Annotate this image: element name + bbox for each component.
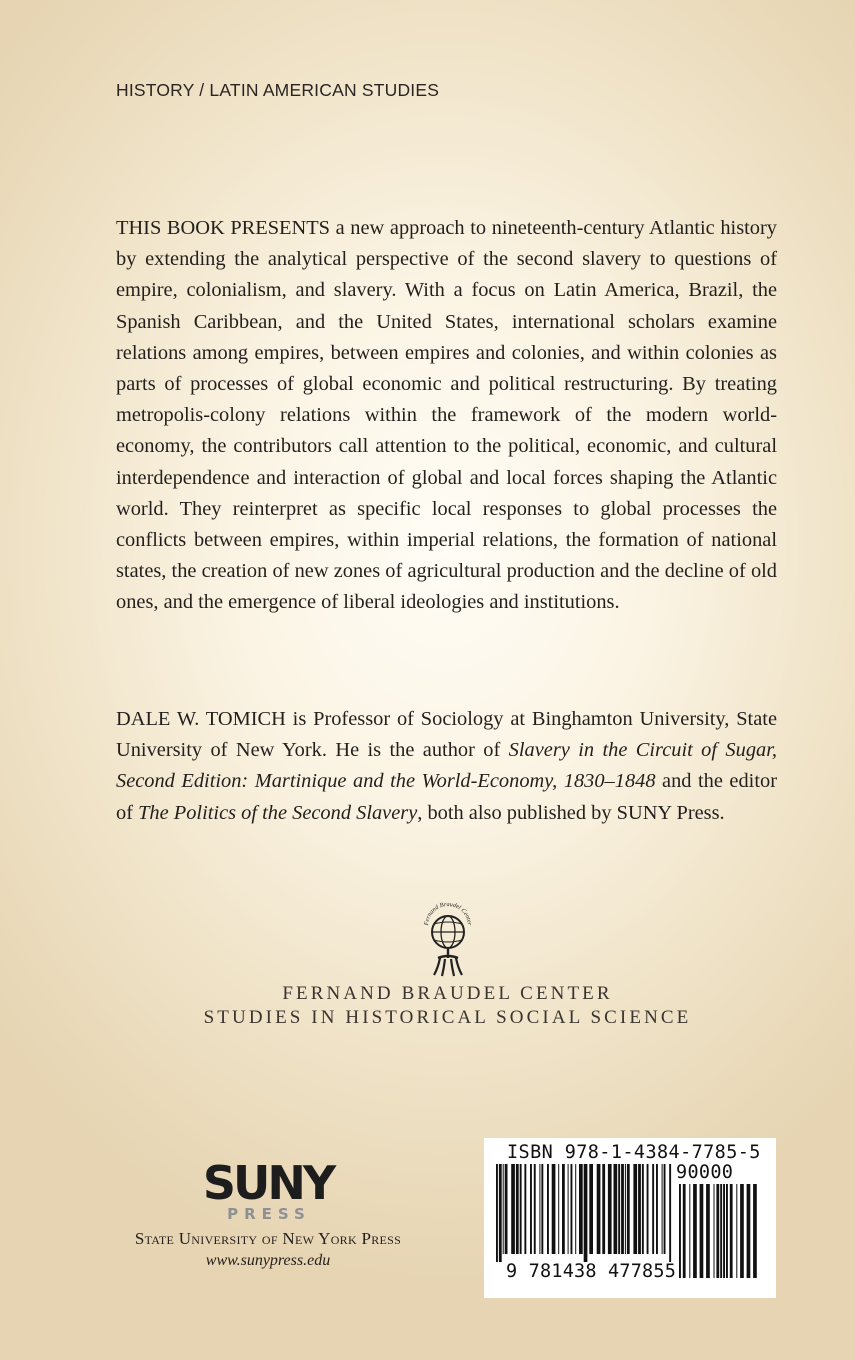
barcode-bar: [547, 1164, 549, 1254]
barcode-bar: [496, 1164, 498, 1262]
barcode-bar: [662, 1164, 663, 1254]
barcode-bar: [706, 1184, 710, 1278]
barcode-bar: [530, 1164, 532, 1254]
barcode-bar: [740, 1184, 744, 1278]
barcode-bar: [700, 1184, 704, 1278]
barcode-bar: [679, 1184, 681, 1278]
barcode-bar: [621, 1164, 624, 1254]
barcode-bar: [669, 1164, 671, 1262]
barcode-bar: [736, 1184, 737, 1278]
author-bio: [116, 704, 777, 829]
barcode-bar: [505, 1164, 508, 1254]
bio-book-title-1: Slavery in the Circuit of Sugar, Second Edition: Martinique and the World-Economy, 1830–1848: [116, 739, 777, 793]
barcode-bar: [614, 1164, 618, 1254]
barcode-bar: [753, 1184, 757, 1278]
barcode-bar: [747, 1184, 751, 1278]
barcode-bar: [558, 1164, 559, 1254]
barcode-bar: [534, 1164, 536, 1254]
barcode-bar: [723, 1184, 725, 1278]
braudel-logo-arc-text: Fernand Braudel Center: [422, 900, 474, 926]
barcode-bar: [575, 1164, 576, 1254]
barcode-bar: [720, 1184, 722, 1278]
barcode-bar: [571, 1164, 573, 1254]
barcode-bar: [716, 1184, 719, 1278]
barcode-bar: [562, 1164, 565, 1254]
barcode-bar: [503, 1164, 504, 1254]
category-label: HISTORY / LATIN AMERICAN STUDIES: [116, 80, 440, 100]
braudel-center-logo: [416, 896, 480, 980]
barcode-bar: [625, 1164, 626, 1254]
barcode-bar: [552, 1164, 556, 1254]
barcode-bar: [524, 1164, 526, 1254]
barcode-bar: [656, 1164, 658, 1254]
barcode-bar: [730, 1184, 733, 1278]
barcode-bar: [597, 1164, 601, 1254]
barcode-bar: [664, 1164, 666, 1254]
barcode-bar: [642, 1164, 644, 1254]
barcode-bar: [516, 1164, 519, 1254]
book-description: [116, 213, 777, 619]
barcode-bar: [568, 1164, 569, 1254]
barcode-bar: [541, 1164, 543, 1254]
isbn-barcode: [484, 1138, 776, 1298]
addon-barcode-bars: [679, 1184, 757, 1286]
barcode-bar: [689, 1184, 690, 1278]
barcode-bar: [627, 1164, 630, 1254]
barcode-bar: [633, 1164, 637, 1254]
barcode-bar: [584, 1164, 588, 1262]
series-title-line-2: STUDIES IN HISTORICAL SOCIAL SCIENCE: [203, 1007, 692, 1028]
ean-barcode-bars: [496, 1164, 672, 1262]
description-body: a new approach to nineteenth-century Atlantic history by extending the analytical perspective of the second slavery to questions of empire, colonialism, and slavery. With a focus on Latin America, Brazil, the Spanish Caribbean, and the United States, international scholars examine relations among empires, between empires and colonies, and within colonies as parts of processes of global economic and political restructuring. By treating metropolis-colony relations within the framework of the modern world-economy, the contributors call attention to the political, economic, and cultural interdependence and interaction of global and local forces shaping the Atlantic world. They reinterpret as specific local responses to global processes the conflicts between empires, within imperial relations, the formation of national states, the creation of new zones of agricultural production and the decline of old ones, and the emergence of liberal ideologies and institutions.: [116, 217, 777, 614]
barcode-bar: [638, 1164, 641, 1254]
barcode-bar: [693, 1184, 697, 1278]
barcode-bar: [589, 1164, 593, 1254]
barcode-bar: [647, 1164, 649, 1254]
barcode-bar: [652, 1164, 654, 1254]
isbn-label: ISBN 978-1-4384-7785-5: [507, 1142, 761, 1163]
barcode-bar: [539, 1164, 540, 1254]
suny-logo-wordmark: SUNY: [202, 1156, 334, 1210]
description-lead: THIS BOOK PRESENTS: [116, 217, 331, 239]
barcode-bar: [579, 1164, 583, 1254]
barcode-bar: [511, 1164, 515, 1254]
barcode-bar: [714, 1184, 715, 1278]
ean-digits: 9 781438 477855: [506, 1261, 677, 1282]
series-title-line-1: FERNAND BRAUDEL CENTER: [282, 983, 613, 1004]
suny-logo-press: PRESS: [227, 1205, 311, 1223]
price-code: 90000: [676, 1162, 734, 1183]
barcode-bar: [602, 1164, 605, 1254]
publisher-name: State University of New York Press: [134, 1229, 402, 1248]
barcode-bar: [608, 1164, 612, 1254]
bio-book-title-2: The Politics of the Second Slavery: [138, 801, 418, 824]
bio-text-3: , both also published by SUNY Press.: [417, 801, 725, 824]
barcode-bar: [618, 1164, 620, 1254]
barcode-bar: [726, 1184, 728, 1278]
barcode-bar: [499, 1164, 502, 1262]
bio-text-1: DALE W. TOMICH is Professor of Sociology at Binghamton University, State University of New York. He is the author of: [116, 708, 777, 762]
barcode-bar: [683, 1184, 686, 1278]
barcode-bar: [520, 1164, 522, 1254]
publisher-url: www.sunypress.edu: [205, 1252, 331, 1269]
bio-text-2: and the editor of: [116, 770, 777, 824]
